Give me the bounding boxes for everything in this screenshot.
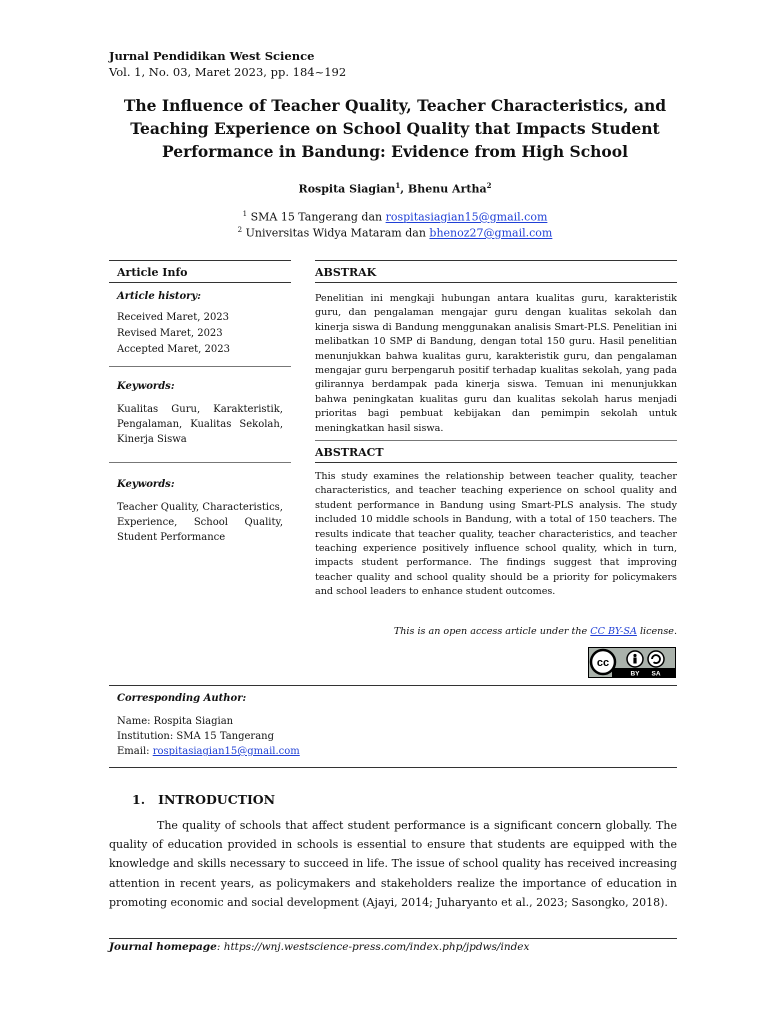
introduction-text: The quality of schools that affect student performance is a significant concern globally. The quality of education provided in schools is essential to ensure that students are equipped with the knowledge and skills necessary to succeed in life. The issue of school quality has received increasing attention in recent years, as policymakers and stakeholders realize the importance of education in promoting economic and social development (Ajayi, 2014; Juharyanto et al., 2023; Sasongko, 2018). — [109, 819, 677, 909]
by-badge-label: BY — [630, 670, 640, 678]
corresponding-email-label: Email: — [117, 746, 153, 757]
abstract-text: This study examines the relationship between teacher quality, teacher characteristics, and teacher teaching experience on school quality and student performance in Bandung using Smart-PLS analysis. The study included 10 middle schools in Bandung, with a total of 150 teachers. The results indicate that teacher quality, teacher characteristics, and teacher teaching experience positively influence school quality, which in turn, impacts student performance. The findings suggest that improving teacher quality and school quality should be a priority for policymakers and school leaders to enhance student outcomes. — [315, 471, 677, 598]
license-prefix: This is an open access article under the — [393, 626, 591, 637]
author-2-sup: 2 — [486, 181, 492, 190]
abstrak-heading-rule — [315, 282, 677, 283]
journal-volume: Vol. 1, No. 03, Maret 2023, pp. 184~192 — [109, 65, 347, 79]
author-2: Bhenu Artha — [407, 182, 487, 196]
abstract-heading-rule — [315, 462, 677, 463]
license-suffix: license. — [636, 626, 677, 637]
affiliation-2-text: Universitas Widya Mataram dan — [242, 226, 430, 240]
journal-homepage — [109, 941, 529, 953]
affiliation-1-sup: 1 — [242, 210, 248, 218]
revised-date: Revised Maret, 2023 — [117, 328, 223, 339]
corresponding-author-label: Corresponding Author: — [117, 693, 247, 704]
journal-homepage-label: Journal homepage — [109, 941, 217, 953]
article-history-label: Article history: — [117, 291, 201, 302]
corresponding-bottom-rule — [109, 767, 677, 768]
keywords-en-list: Teacher Quality, Characteristics, Experience, School Quality, Student Performance — [117, 502, 283, 543]
cc-by-sa-badge-graphic — [588, 647, 676, 678]
corresponding-email-line — [117, 744, 300, 759]
abstrak-divider — [315, 440, 677, 441]
author-1-sup: 1 — [395, 181, 401, 190]
abstrak-top-rule — [315, 260, 677, 261]
paper-title: The Influence of Teacher Quality, Teacher Characteristics, and Teaching Experience on School Quality that Impacts Student Performance in Bandung: Evidence from High School — [123, 96, 667, 161]
journal-name: Jurnal Pendidikan West Science — [109, 49, 315, 63]
journal-homepage-url[interactable]: : https://wnj.westscience-press.com/index.php/jpdws/index — [216, 941, 530, 953]
cc-badge-letters: cc — [596, 657, 610, 669]
cc-by-sa-link[interactable]: CC BY-SA — [590, 626, 637, 637]
abstrak-text: Penelitian ini mengkaji hubungan antara kualitas guru, karakteristik guru, dan pengalaman mengajar guru dengan kualitas sekolah dan kinerja siswa di Bandung menggunakan analisis Smart-PLS. Penelitian ini melibatkan 10 SMP di Bandung, dengan total 150 guru. Hasil penelitian menunjukkan bahwa kualitas guru, karakteristik guru, dan pengalaman mengajar guru berpengaruh positif terhadap kualitas sekolah, yang pada gilirannya berdampak pada kinerja siswa. Temuan ini menunjukkan bahwa peningkatan kualitas guru dan kualitas sekolah harus menjadi prioritas bagi pembuat kebijakan dan pemimpin sekolah untuk meningkatkan hasil siswa. — [315, 293, 677, 434]
article-info-top-rule — [109, 260, 291, 261]
introduction-paragraph — [109, 816, 677, 912]
author-list — [110, 181, 680, 196]
author-1: Rospita Siagian — [298, 182, 396, 196]
license-line — [315, 626, 677, 637]
affiliation-2 — [110, 226, 680, 240]
keywords-id-label: Keywords: — [117, 381, 175, 392]
affiliation-2-email-link[interactable]: bhenoz27@gmail.com — [429, 226, 553, 240]
introduction-heading: 1. INTRODUCTION — [132, 792, 276, 807]
sa-badge-label: SA — [651, 670, 661, 678]
corresponding-institution: Institution: SMA 15 Tangerang — [117, 731, 275, 742]
footer-rule — [109, 938, 677, 939]
affiliation-1-text: SMA 15 Tangerang dan — [247, 210, 386, 224]
article-info-heading-rule — [109, 282, 291, 283]
affiliation-2-sup: 2 — [237, 226, 243, 234]
abstract-heading: ABSTRACT — [315, 446, 384, 459]
affiliation-1-email-link[interactable]: rospitasiagian15@gmail.com — [385, 210, 548, 224]
keywords-id-list: Kualitas Guru, Karakteristik, Pengalaman, Kualitas Sekolah, Kinerja Siswa — [117, 404, 283, 445]
accepted-date: Accepted Maret, 2023 — [117, 344, 230, 355]
keywords-en-label: Keywords: — [117, 479, 175, 490]
abstrak-heading: ABSTRAK — [315, 266, 377, 279]
keywords-id-divider — [109, 462, 291, 463]
cc-by-sa-badge[interactable] — [588, 647, 676, 682]
received-date: Received Maret, 2023 — [117, 312, 230, 323]
corresponding-email-link[interactable]: rospitasiagian15@gmail.com — [152, 746, 300, 757]
corresponding-name: Name: Rospita Siagian — [117, 716, 234, 727]
affiliation-1 — [110, 210, 680, 224]
corresponding-top-rule — [109, 685, 677, 686]
history-divider — [109, 366, 291, 367]
article-info-heading: Article Info — [117, 266, 188, 279]
author-separator: , — [400, 182, 408, 196]
